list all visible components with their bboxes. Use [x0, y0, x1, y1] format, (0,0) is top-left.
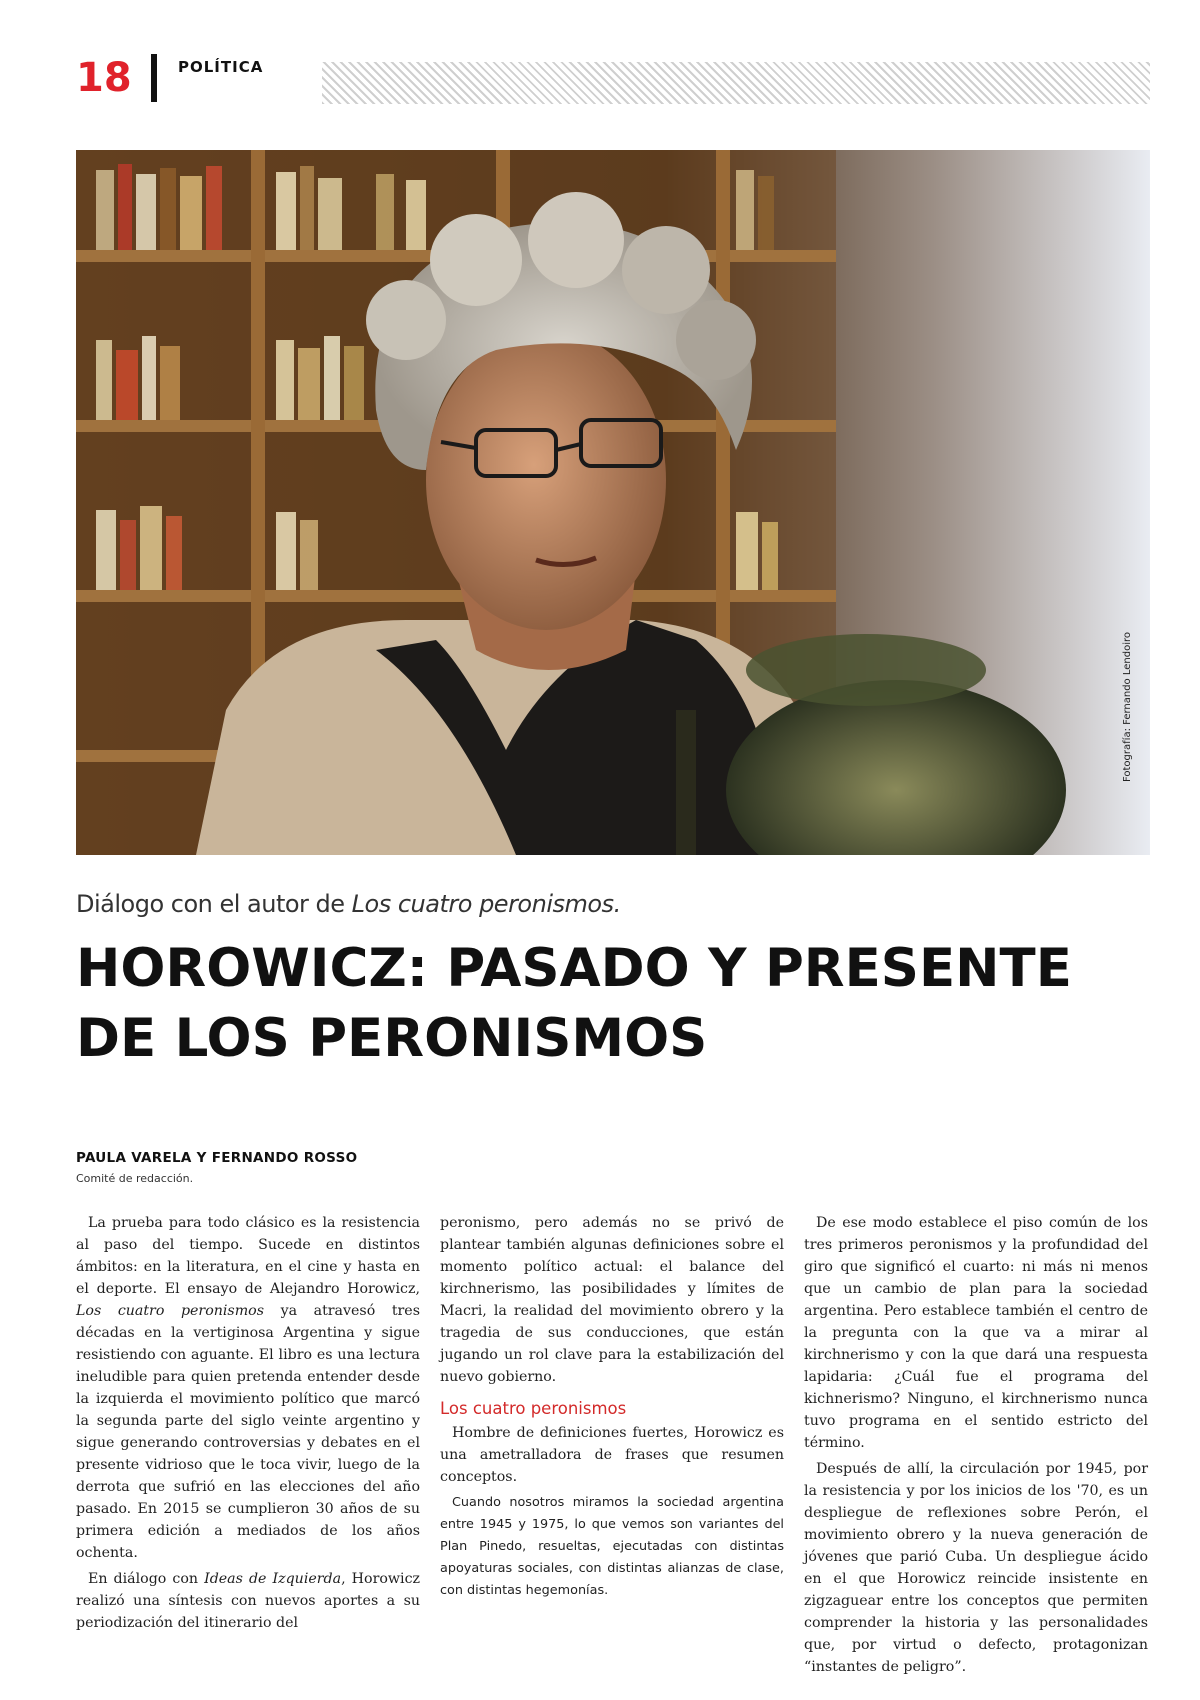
text-run: ya atravesó tres décadas en la vertiginosa Argentina y sigue resistiendo con aguante. El libro es una lectura ineludible para quien pretenda entender desde la izquierda el movimiento político que marcó la segunda parte del siglo veinte argentino y sigue generando controversias y debates en el presente vidrioso que le toca vivir, luego de la derrota que sufrió en las elecciones del año pasado. En 2015 se cumplieron 30 años de su primera edición a mediados de los años ochenta.	[76, 1303, 420, 1561]
text-run: En diálogo con	[88, 1571, 205, 1587]
paragraph: Hombre de definiciones fuertes, Horowicz es una ametralladora de frases que resumen conceptos.	[440, 1425, 784, 1485]
paragraph: Después de allí, la circulación por 1945, por la resistencia y por los inicios de los '70, es un despliegue de reflexiones sobre Perón, el movimiento obrero y la nueva generación de jóvenes que parió Cuba. Un despliegue ácido en el que Horowicz reincide insistente en zigzaguear entre los conceptos que permiten comprender la historia y las personalidades que, por virtud o defecto, protagonizan “instantes de peligro”.	[804, 1461, 1148, 1675]
paragraph: De ese modo establece el piso común de los tres primeros peronismos y la profundidad del giro que significó el cuarto: ni más ni menos que un cambio de plan para la sociedad argentina. Pero establece también el centro de la pregunta con la que va a mirar al kirchnerismo y con la que dará una respuesta lapidaria: ¿Cuál fue el programa del kichnerismo? Ninguno, el kirchnerismo nunca tuvo programa en el sentido estricto del término.	[804, 1215, 1148, 1451]
section-label: POLÍTICA	[178, 58, 264, 76]
page-header	[76, 52, 1150, 104]
article-authors: PAULA VARELA Y FERNANDO ROSSO	[76, 1150, 358, 1166]
block-quote: Cuando nosotros miramos la sociedad argentina entre 1945 y 1975, lo que vemos son variantes del Plan Pinedo, resueltas, ejecutadas con distintas apoyaturas sociales, con distintas alianzas de clase, con distintas hegemonías.	[440, 1495, 784, 1598]
paragraph	[76, 1212, 420, 1564]
article-photo	[76, 150, 1150, 855]
section-subhead: Los cuatro peronismos	[440, 1399, 627, 1418]
headline-line-2: DE LOS PERONISMOS	[76, 1008, 708, 1069]
headline-line-1: HOROWICZ: PASADO Y PRESENTE	[76, 938, 1072, 999]
publication-title: Ideas de Izquierda	[204, 1571, 342, 1587]
page-number: 18	[76, 55, 132, 101]
text-run: La prueba para todo clásico es la resistencia al paso del tiempo. Sucede en distintos ámbitos: en la literatura, en el cine y hasta en el deporte. El ensayo de Alejandro Horowicz,	[76, 1215, 420, 1297]
book-title: Los cuatro peronismos	[76, 1303, 264, 1319]
article-column-2	[440, 1212, 784, 1606]
section-divider	[151, 54, 157, 102]
header-hatch-pattern	[322, 62, 1150, 104]
paragraph: peronismo, pero además no se privó de plantear también algunas definiciones sobre el momento político actual: el balance del kirchnerismo, las posibilidades y límites de Macri, la realidad del movimiento obrero y la tragedia de sus conducciones, que están jugando un rol clave para la estabilización del nuevo gobierno.	[440, 1215, 784, 1385]
paragraph	[76, 1568, 420, 1634]
article-column-1	[76, 1212, 420, 1638]
article-column-3	[804, 1212, 1148, 1682]
article-kicker	[76, 890, 621, 918]
author-role: Comité de redacción.	[76, 1172, 194, 1185]
article-headline	[76, 934, 1156, 1074]
portrait-illustration	[76, 150, 1150, 855]
kicker-book-title: Los cuatro peronismos.	[351, 890, 621, 918]
text-run: , Horowicz realizó una síntesis con nuevos aportes a su periodización del itinerario del	[76, 1571, 420, 1631]
photo-credit: Fotografía: Fernando Lendoiro	[1122, 632, 1133, 782]
kicker-prefix: Diálogo con el autor de	[76, 890, 352, 918]
